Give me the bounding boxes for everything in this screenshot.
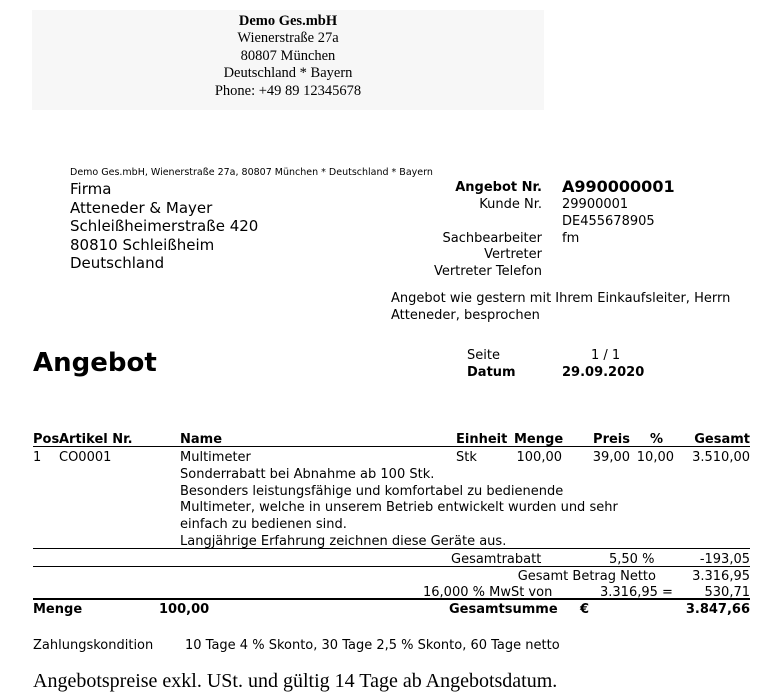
recipient-line-2: Atteneder & Mayer [70, 199, 213, 217]
company-phone: Phone: +49 89 12345678 [214, 83, 362, 99]
total-qty-label: Menge [33, 602, 83, 617]
offer-number: A990000001 [562, 177, 675, 196]
recipient-line-1: Firma [70, 180, 112, 198]
recipient-line-3: Schleißheimerstraße 420 [70, 217, 259, 235]
vat-id: DE455678905 [562, 214, 655, 229]
sum-value: 3.847,66 [685, 602, 750, 617]
col-header-name: Name [180, 432, 223, 447]
offer-number-label: Angebot Nr. [455, 180, 542, 195]
vat-value: 530,71 [704, 585, 750, 600]
date-value: 29.09.2020 [562, 365, 645, 380]
row-desc-line-4: einfach zu bedienen sind. [180, 517, 347, 532]
page-value: 1 / 1 [591, 348, 621, 363]
company-country: Deutschland * Bayern [223, 65, 353, 81]
total-qty-value: 100,00 [159, 602, 210, 617]
customer-number-label: Kunde Nr. [479, 197, 542, 212]
page-label: Seite [467, 348, 500, 363]
row-pos: 1 [33, 450, 42, 465]
recipient-line-4: 80810 Schleißheim [70, 236, 215, 254]
discount-percent: 5,50 % [609, 552, 655, 567]
clerk-label: Sachbearbeiter [442, 231, 542, 246]
col-header-pos: Pos [33, 432, 60, 447]
representative-phone-label: Vertreter Telefon [433, 264, 542, 279]
company-street: Wienerstraße 27a [237, 30, 339, 46]
row-total: 3.510,00 [692, 450, 750, 465]
row-qty: 100,00 [516, 450, 562, 465]
col-header-qty: Menge [514, 432, 564, 447]
company-city: 80807 München [240, 48, 336, 64]
sum-label: Gesamtsumme [449, 602, 558, 617]
col-header-article: Artikel Nr. [59, 432, 133, 447]
row-name: Multimeter [180, 450, 251, 465]
sum-rule [33, 598, 750, 600]
representative-label: Vertreter [484, 247, 542, 262]
net-value: 3.316,95 [692, 569, 750, 584]
vat-label: 16,000 % MwSt von [423, 585, 553, 600]
header-rule [33, 446, 750, 447]
clerk-value: fm [562, 231, 580, 246]
row-desc-line-1: Sonderrabatt bei Abnahme ab 100 Stk. [180, 467, 435, 482]
currency-symbol: € [580, 602, 590, 617]
col-header-percent: % [649, 432, 663, 447]
row-desc-line-5: Langjährige Erfahrung zeichnen diese Geräte aus. [180, 534, 507, 549]
col-header-unit: Einheit [456, 432, 508, 447]
offer-note-line-1: Angebot wie gestern mit Ihrem Einkaufsleiter, Herrn [391, 291, 731, 306]
row-desc-line-3: Multimeter, welche in unserem Betrieb entwickelt wurden und sehr [180, 500, 618, 515]
sender-line: Demo Ges.mbH, Wienerstraße 27a, 80807 München * Deutschland * Bayern [70, 167, 433, 178]
discount-rule [33, 566, 750, 567]
customer-number: 29900001 [562, 197, 629, 212]
date-label: Datum [467, 365, 516, 380]
col-header-price: Preis [593, 432, 630, 447]
validity-footer: Angebotspreise exkl. USt. und gültig 14 Tage ab Angebotsdatum. [33, 670, 558, 692]
row-price: 39,00 [592, 450, 630, 465]
payment-label: Zahlungskondition [33, 638, 154, 653]
rows-end-rule [33, 548, 750, 549]
vat-base: 3.316,95 = [600, 585, 673, 600]
discount-value: -193,05 [699, 552, 750, 567]
net-label: Gesamt Betrag Netto [517, 569, 656, 584]
company-name: Demo Ges.mbH [238, 13, 338, 29]
row-unit: Stk [456, 450, 477, 465]
recipient-line-5: Deutschland [70, 254, 165, 272]
col-header-total: Gesamt [694, 432, 750, 447]
discount-label: Gesamtrabatt [451, 552, 542, 567]
payment-value: 10 Tage 4 % Skonto, 30 Tage 2,5 % Skonto, 60 Tage netto [185, 638, 560, 653]
row-desc-line-2: Besonders leistungsfähige und komfortabel zu bedienende [180, 484, 564, 499]
document-title: Angebot [33, 348, 157, 378]
row-percent: 10,00 [636, 450, 674, 465]
offer-note-line-2: Atteneder, besprochen [391, 308, 540, 323]
row-article: CO0001 [59, 450, 112, 465]
